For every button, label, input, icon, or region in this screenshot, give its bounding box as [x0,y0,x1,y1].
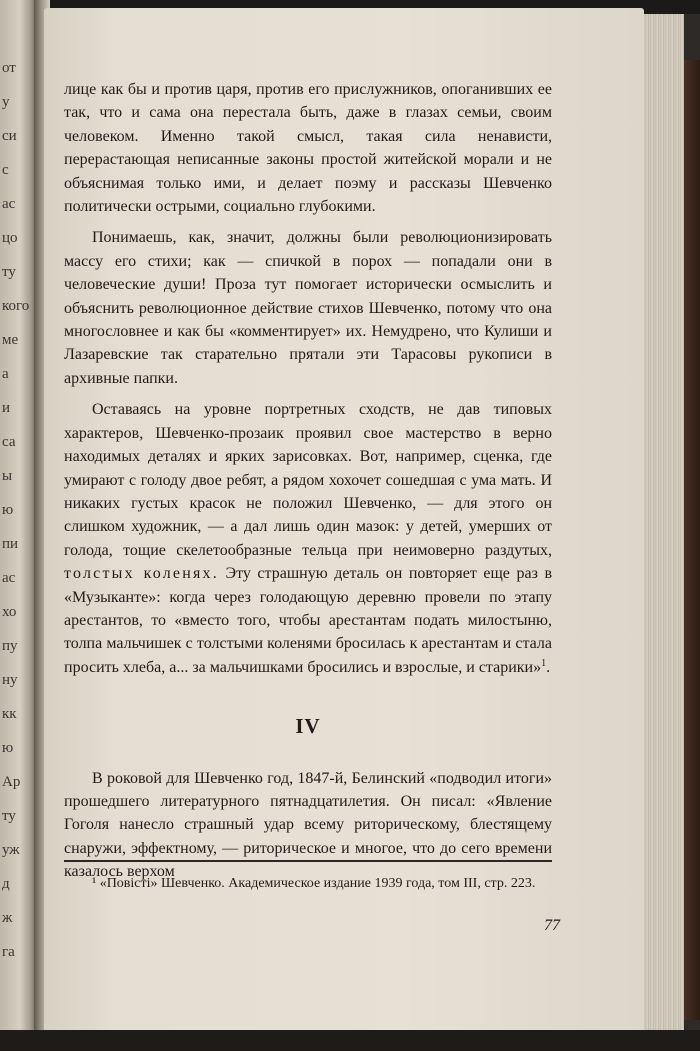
footnote [64,874,552,894]
left-page-fragment: и [2,400,11,416]
left-page-fragment: д [2,876,10,892]
left-page-fragment: у [2,94,10,110]
left-page-fragment: ас [2,570,16,586]
page-stack-edge [644,14,684,1030]
section-heading: IV [295,714,321,739]
left-page-fragment: ю [2,502,14,518]
left-page-fragment: кого [2,298,30,314]
left-page-fragment: ж [2,910,13,926]
left-page-fragment: кк [2,706,17,722]
left-page-fragment: ы [2,468,13,484]
left-page-fragment: уж [2,842,20,858]
left-page-edge [0,0,36,1051]
footnote-ref: 1 [541,657,547,669]
book-cover-edge [684,60,700,1020]
background-bottom [0,1030,700,1051]
left-page-fragment: ю [2,740,14,756]
paragraph-3-text: Оставаясь на уровне портретных сходств, не дав типовых характеров, Шевченко-прозаик проявил свое мастерство в верно находимых деталях и ярких зарисовках. Вот, например, сценка, где умирают с голоду двое ребят, а рядом хохочет сошедшая с ума мать. И никаких густых красок не положил Шевченко, — для этого он слишком художник, — а дал лишь один мазок: у детей, умерших от голода, тощие скелетообразные тельца при неимоверно раздутых, [64,401,552,559]
left-page-fragment: Ар [2,774,21,790]
left-page-fragment: га [2,944,15,960]
left-page-fragment: пу [2,638,18,654]
page-number: 77 [544,917,560,934]
paragraph-3-tail: . [546,658,551,676]
left-page-fragment: с [2,162,9,178]
spaced-emphasis: толстых коленях. [64,565,219,583]
left-page-fragment: ас [2,196,16,212]
paragraph-3 [64,398,552,679]
left-page-fragment: хо [2,604,17,620]
left-page-fragment: от [2,60,16,76]
left-page-fragment: ме [2,332,19,348]
left-page-fragment: а [2,366,9,382]
left-page-fragment: ту [2,264,16,280]
paragraph-1: лице как бы и против царя, против его прислужников, опоганивших ее так, что и сама она перестала быть, даже в глазах семьи, своим человеком. Именно такой смысл, такая сила ненависти, перерастающая неписанные законы простой житейской морали и не объяснимая только ими, и делает поэму и рассказы Шевченко политически острыми, социально глубокими. [64,81,552,216]
left-page-fragment: си [2,128,17,144]
footnote-rule [64,860,552,862]
footnote-text: ¹ «Повісті» Шевченко. Академическое издание 1939 года, том III, стр. 223. [92,876,536,891]
left-page-fragment: ту [2,808,16,824]
left-page-fragment: цо [2,230,18,246]
paragraph-4: В роковой для Шевченко год, 1847-й, Белинский «подводил итоги» прошедшего литературного пятнадцатилетия. Он писал: «Явление Гоголя нанесло страшный удар всему риторическому, блестящему снаружи, эффектному, — риторическое и многое, что до сего времени казалось верхом [64,769,552,881]
left-page-fragment: ну [2,672,18,688]
left-page-fragment: са [2,434,16,450]
paragraph-2: Понимаешь, как, значит, должны были революционизировать массу его стихи; как — спичкой в порох — попадали они в человеческие души! Проза тут помогает исторически осмыслить и объяснить революционное действие стихов Шевченко, потому что она многословнее и как бы «комментирует» их. Немудрено, что Кулиши и Лазаревские так старательно прятали эти Тарасовы рукописи в архивные папки. [64,229,552,387]
paragraph-3-text-cont: Эту страшную деталь он повторяет еще раз в «Музыканте»: когда через голодающую деревню провели по этапу арестантов, то «вместо того, чтобы арестантам подать милостыню, толпа мальчишек с толстыми коленями бросилась к арестантам и стала просить хлеба, а... за мальчишками бросились и взрослые, и старики» [64,565,553,676]
page-body [64,78,552,884]
left-page-fragment: пи [2,536,19,552]
